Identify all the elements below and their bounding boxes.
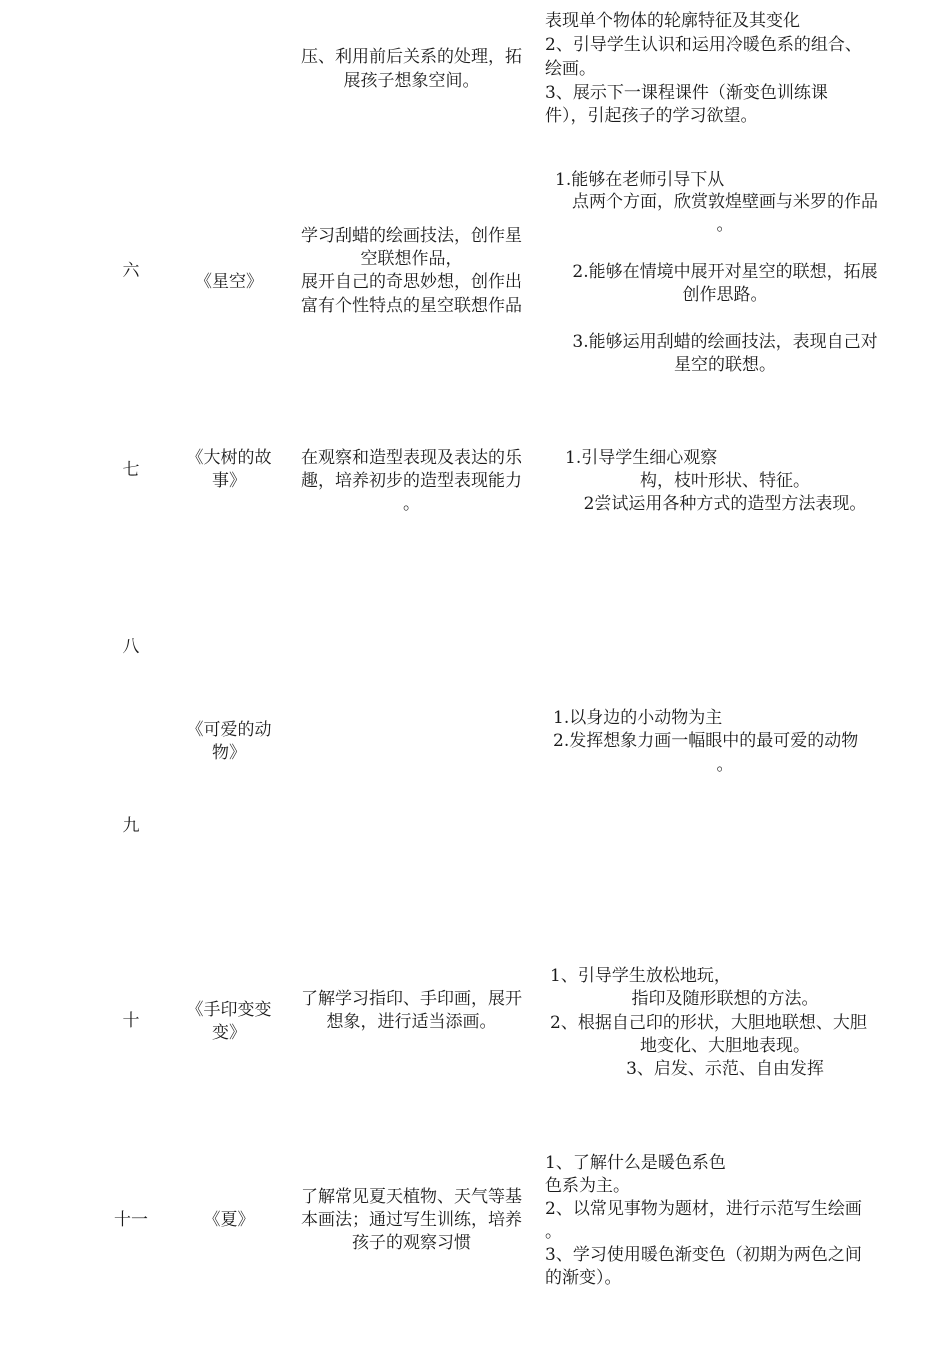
requirement-text: 1.引导学生细心观察 xyxy=(565,448,718,468)
goal-text: 学习刮蜡的绘画技法，创作星 xyxy=(301,226,522,246)
lesson-title: 《可爱的动 xyxy=(186,720,272,740)
lesson-title: 《星空》 xyxy=(195,272,263,292)
requirement-text: 表现单个物体的轮廓特征及其变化 xyxy=(545,11,800,31)
lesson-number: 六 xyxy=(122,261,140,281)
requirement-text: 1、了解什么是暖色系色 xyxy=(545,1153,726,1173)
requirement-text: 色系为主。 xyxy=(545,1176,630,1196)
requirement-text: 3、启发、示范、自由发挥 xyxy=(626,1059,824,1079)
requirement-text: 2、引导学生认识和运用冷暖色系的组合、 xyxy=(545,35,862,55)
requirement-text: 3、学习使用暖色渐变色（初期为两色之间 xyxy=(545,1245,862,1265)
lesson-number: 七 xyxy=(122,460,140,480)
requirement-text: 绘画。 xyxy=(545,59,596,79)
goal-text: 展开自己的奇思妙想，创作出 xyxy=(301,272,522,292)
lesson-title: 《大树的故 xyxy=(186,448,272,468)
goal-text: 空联想作品， xyxy=(360,249,463,269)
lesson-title: 《夏》 xyxy=(203,1210,255,1230)
goal-text: 孩子的观察习惯 xyxy=(352,1233,471,1253)
goal-text: 想象，进行适当添画。 xyxy=(326,1012,497,1032)
requirement-text: 星空的联想。 xyxy=(674,355,776,375)
requirement-text: 1.以身边的小动物为主 xyxy=(553,708,723,728)
requirement-text: 。 xyxy=(716,755,734,775)
requirement-text: 指印及随形联想的方法。 xyxy=(631,989,819,1009)
requirement-text: 2.能够在情境中展开对星空的联想，拓展 xyxy=(572,262,878,282)
goal-text: 。 xyxy=(403,494,420,514)
lesson-number: 十一 xyxy=(114,1210,148,1230)
goal-text: 富有个性特点的星空联想作品 xyxy=(301,296,522,316)
lesson-number: 九 xyxy=(122,816,140,836)
requirement-text: 件），引起孩子的学习欲望。 xyxy=(545,106,758,126)
goal-text: 了解学习指印、手印画，展开 xyxy=(301,989,522,1009)
requirement-text: 3、展示下一课程课件（渐变色训练课 xyxy=(545,83,828,103)
goal-text: 趣，培养初步的造型表现能力 xyxy=(301,471,522,491)
lesson-number: 八 xyxy=(122,637,140,657)
goal-text: 在观察和造型表现及表达的乐 xyxy=(301,448,522,468)
requirement-text: 。 xyxy=(545,1222,562,1242)
requirement-text: 2.发挥想象力画一幅眼中的最可爱的动物 xyxy=(553,731,859,751)
requirement-text: 点两个方面，欣赏敦煌壁画与米罗的作品 xyxy=(572,192,878,212)
requirement-text: 构，枝叶形状、特征。 xyxy=(640,471,810,491)
lesson-title: 物》 xyxy=(212,743,246,763)
lesson-title: 《手印变变 xyxy=(186,1000,272,1020)
requirement-text: 3.能够运用刮蜡的绘画技法，表现自己对 xyxy=(572,332,878,352)
lesson-title: 事》 xyxy=(212,471,246,491)
requirement-text: 。 xyxy=(716,215,734,235)
lesson-number: 十 xyxy=(122,1011,140,1031)
requirement-text: 2尝试运用各种方式的造型方法表现。 xyxy=(583,494,867,514)
goal-text: 了解常见夏天植物、天气等基 xyxy=(301,1187,522,1207)
requirement-text: 创作思路。 xyxy=(682,285,768,305)
requirement-text: 1.能够在老师引导下从 xyxy=(555,170,725,190)
requirement-text: 2、以常见事物为题材，进行示范写生绘画 xyxy=(545,1199,862,1219)
goal-text: 本画法；通过写生训练，培养 xyxy=(301,1210,522,1230)
goal-text: 展孩子想象空间。 xyxy=(343,71,480,91)
goal-text: 压、利用前后关系的处理，拓 xyxy=(301,47,522,67)
requirement-text: 2、根据自己印的形状，大胆地联想、大胆 xyxy=(550,1013,867,1033)
requirement-text: 地变化、大胆地表现。 xyxy=(640,1036,810,1056)
requirement-text: 的渐变）。 xyxy=(545,1268,622,1288)
lesson-title: 变》 xyxy=(212,1023,246,1043)
requirement-text: 1、引导学生放松地玩， xyxy=(550,966,731,986)
